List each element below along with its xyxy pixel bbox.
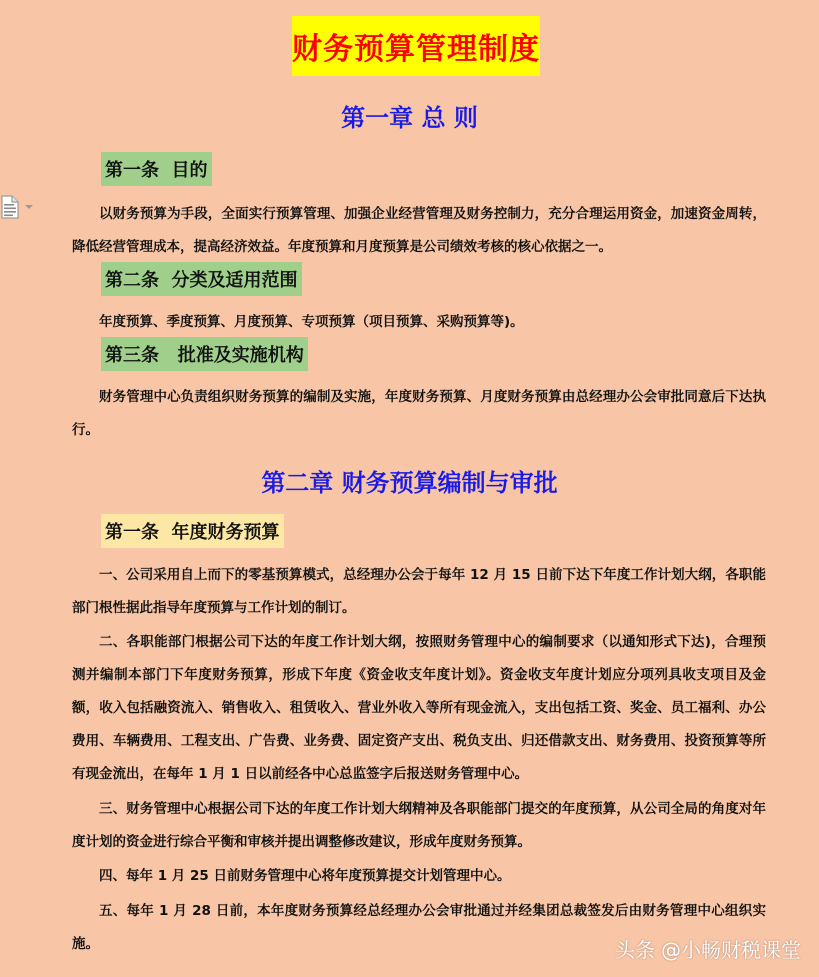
ch2-article-1-paragraph-4: 四、每年 1 月 25 日前财务管理中心将年度预算提交计划管理中心。: [99, 868, 511, 884]
ch1-article-3-title: 第三条 批准及实施机构: [101, 337, 308, 371]
document-icon[interactable]: [0, 195, 20, 219]
document-title: 财务预算管理制度: [292, 16, 540, 76]
ch2-article-1-paragraph-2: 二、各职能部门根据公司下达的年度工作计划大纲，按照财务管理中心的编制要求（以通知形式下达)，合理预测并编制本部门下年度财务预算，形成下年度《资金收支年度计划》。资金收支年度计划应分项列具收支项目及金额，收入包括融资流入、销售收入、租赁收入、营业外收入等所有现金流入，支出包括工资、奖金、员工福利、办公费用、车辆费用、工程支出、广告费、业务费、固定资产支出、税负支出、归还借款支出、财务费用、投资预算等所有现金流出，在每年 1 月 1 日以前经各中心总监签字后报送财务管理中心。: [72, 634, 766, 782]
ch1-article-2-paragraph: 年度预算、季度预算、月度预算、专项预算（项目预算、采购预算等)。: [99, 314, 524, 330]
ch2-article-1-paragraph-5: 五、每年 1 月 28 日前，本年度财务预算经总经理办公会审批通过并经集团总裁签发后由财务管理中心组织实施。: [72, 903, 766, 952]
ch1-article-1-title: 第一条 目的: [101, 152, 212, 186]
ch2-article-1-paragraph-1: 一、公司采用自上而下的零基预算模式，总经理办公会于每年 12 月 15 日前下达下年度工作计划大纲，各职能部门根性据此指导年度预算与工作计划的制订。: [72, 567, 766, 616]
ch1-article-1-paragraph: 以财务预算为手段，全面实行预算管理、加强企业经营管理及财务控制力，充分合理运用资金，加速资金周转，降低经营管理成本，提高经济效益。年度预算和月度预算是公司绩效考核的核心依据之一。: [72, 206, 766, 255]
ch1-article-3-paragraph: 财务管理中心负责组织财务预算的编制及实施，年度财务预算、月度财务预算由总经理办公会审批同意后下达执行。: [72, 389, 766, 438]
source-watermark: [615, 934, 801, 963]
chapter-2-heading: 第二章 财务预算编制与审批: [261, 469, 558, 497]
watermark-account: @小畅财税课堂: [661, 938, 801, 962]
chapter-1-heading: 第一章 总 则: [341, 104, 478, 132]
ch2-article-1-title: 第一条 年度财务预算: [101, 514, 284, 548]
ch2-article-1-paragraph-3: 三、财务管理中心根据公司下达的年度工作计划大纲精神及各职能部门提交的年度预算，从公司全局的角度对年度计划的资金进行综合平衡和审核并提出调整修改建议，形成年度财务预算。: [72, 801, 766, 850]
ch1-article-2-title: 第二条 分类及适用范围: [101, 262, 302, 296]
dropdown-arrow-icon[interactable]: [24, 203, 34, 211]
watermark-brand: 头条: [615, 938, 655, 962]
